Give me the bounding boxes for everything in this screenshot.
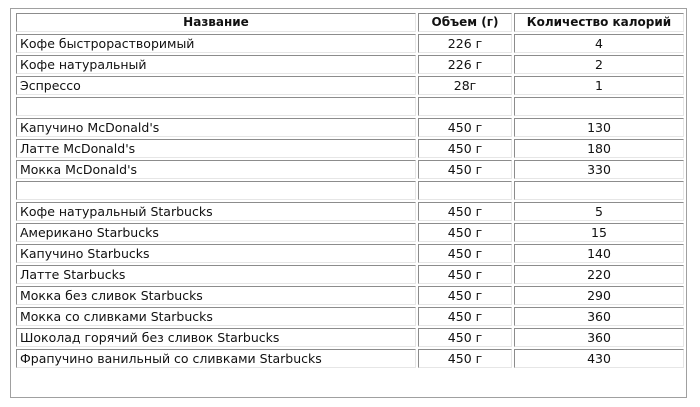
cell-name: Кофе натуральный Starbucks: [16, 202, 416, 221]
cell-volume: [418, 97, 512, 116]
cell-volume: 450 г: [418, 307, 512, 326]
table-row: [16, 349, 684, 368]
table-row: [16, 118, 684, 137]
table-row: [16, 139, 684, 158]
cell-volume: 450 г: [418, 286, 512, 305]
table-row: [16, 202, 684, 221]
table-body: [16, 34, 684, 368]
cell-name: Фрапучино ванильный со сливками Starbucks: [16, 349, 416, 368]
cell-calories: [514, 97, 684, 116]
cell-name: Шоколад горячий без сливок Starbucks: [16, 328, 416, 347]
cell-calories: 290: [514, 286, 684, 305]
cell-calories: 140: [514, 244, 684, 263]
cell-volume: 450 г: [418, 328, 512, 347]
table-row: [16, 160, 684, 179]
cell-name: Мокка McDonald's: [16, 160, 416, 179]
cell-volume: 450 г: [418, 223, 512, 242]
cell-calories: 15: [514, 223, 684, 242]
table-row: [16, 181, 684, 200]
table-row: [16, 97, 684, 116]
cell-name: [16, 181, 416, 200]
table-row: [16, 55, 684, 74]
cell-volume: 450 г: [418, 160, 512, 179]
cell-volume: 450 г: [418, 202, 512, 221]
cell-name: Мокка со сливками Starbucks: [16, 307, 416, 326]
cell-calories: 330: [514, 160, 684, 179]
cell-name: Латте McDonald's: [16, 139, 416, 158]
cell-volume: 226 г: [418, 55, 512, 74]
header-row: [16, 13, 684, 32]
cell-calories: 1: [514, 76, 684, 95]
table-row: [16, 307, 684, 326]
table-row: [16, 244, 684, 263]
cell-calories: [514, 181, 684, 200]
table-row: [16, 223, 684, 242]
cell-name: [16, 97, 416, 116]
cell-calories: 430: [514, 349, 684, 368]
calorie-table: [14, 11, 686, 370]
cell-calories: 360: [514, 328, 684, 347]
cell-calories: 130: [514, 118, 684, 137]
cell-name: Капучино Starbucks: [16, 244, 416, 263]
table-row: [16, 328, 684, 347]
cell-name: Мокка без сливок Starbucks: [16, 286, 416, 305]
cell-volume: 450 г: [418, 139, 512, 158]
cell-volume: 28г: [418, 76, 512, 95]
calorie-table-panel: [10, 8, 687, 398]
cell-name: Американо Starbucks: [16, 223, 416, 242]
table-row: [16, 286, 684, 305]
cell-calories: 180: [514, 139, 684, 158]
cell-volume: 450 г: [418, 265, 512, 284]
cell-volume: 450 г: [418, 349, 512, 368]
cell-name: Капучино McDonald's: [16, 118, 416, 137]
cell-name: Кофе натуральный: [16, 55, 416, 74]
cell-volume: 450 г: [418, 118, 512, 137]
cell-calories: 360: [514, 307, 684, 326]
cell-name: Латте Starbucks: [16, 265, 416, 284]
table-row: [16, 76, 684, 95]
cell-volume: 450 г: [418, 244, 512, 263]
cell-calories: 220: [514, 265, 684, 284]
cell-volume: [418, 181, 512, 200]
cell-calories: 5: [514, 202, 684, 221]
cell-name: Кофе быстрорастворимый: [16, 34, 416, 53]
cell-name: Эспрессо: [16, 76, 416, 95]
header-volume: Объем (г): [418, 13, 512, 32]
cell-calories: 4: [514, 34, 684, 53]
table-row: [16, 34, 684, 53]
header-calories: Количество калорий: [514, 13, 684, 32]
cell-calories: 2: [514, 55, 684, 74]
cell-volume: 226 г: [418, 34, 512, 53]
header-name: Название: [16, 13, 416, 32]
table-row: [16, 265, 684, 284]
